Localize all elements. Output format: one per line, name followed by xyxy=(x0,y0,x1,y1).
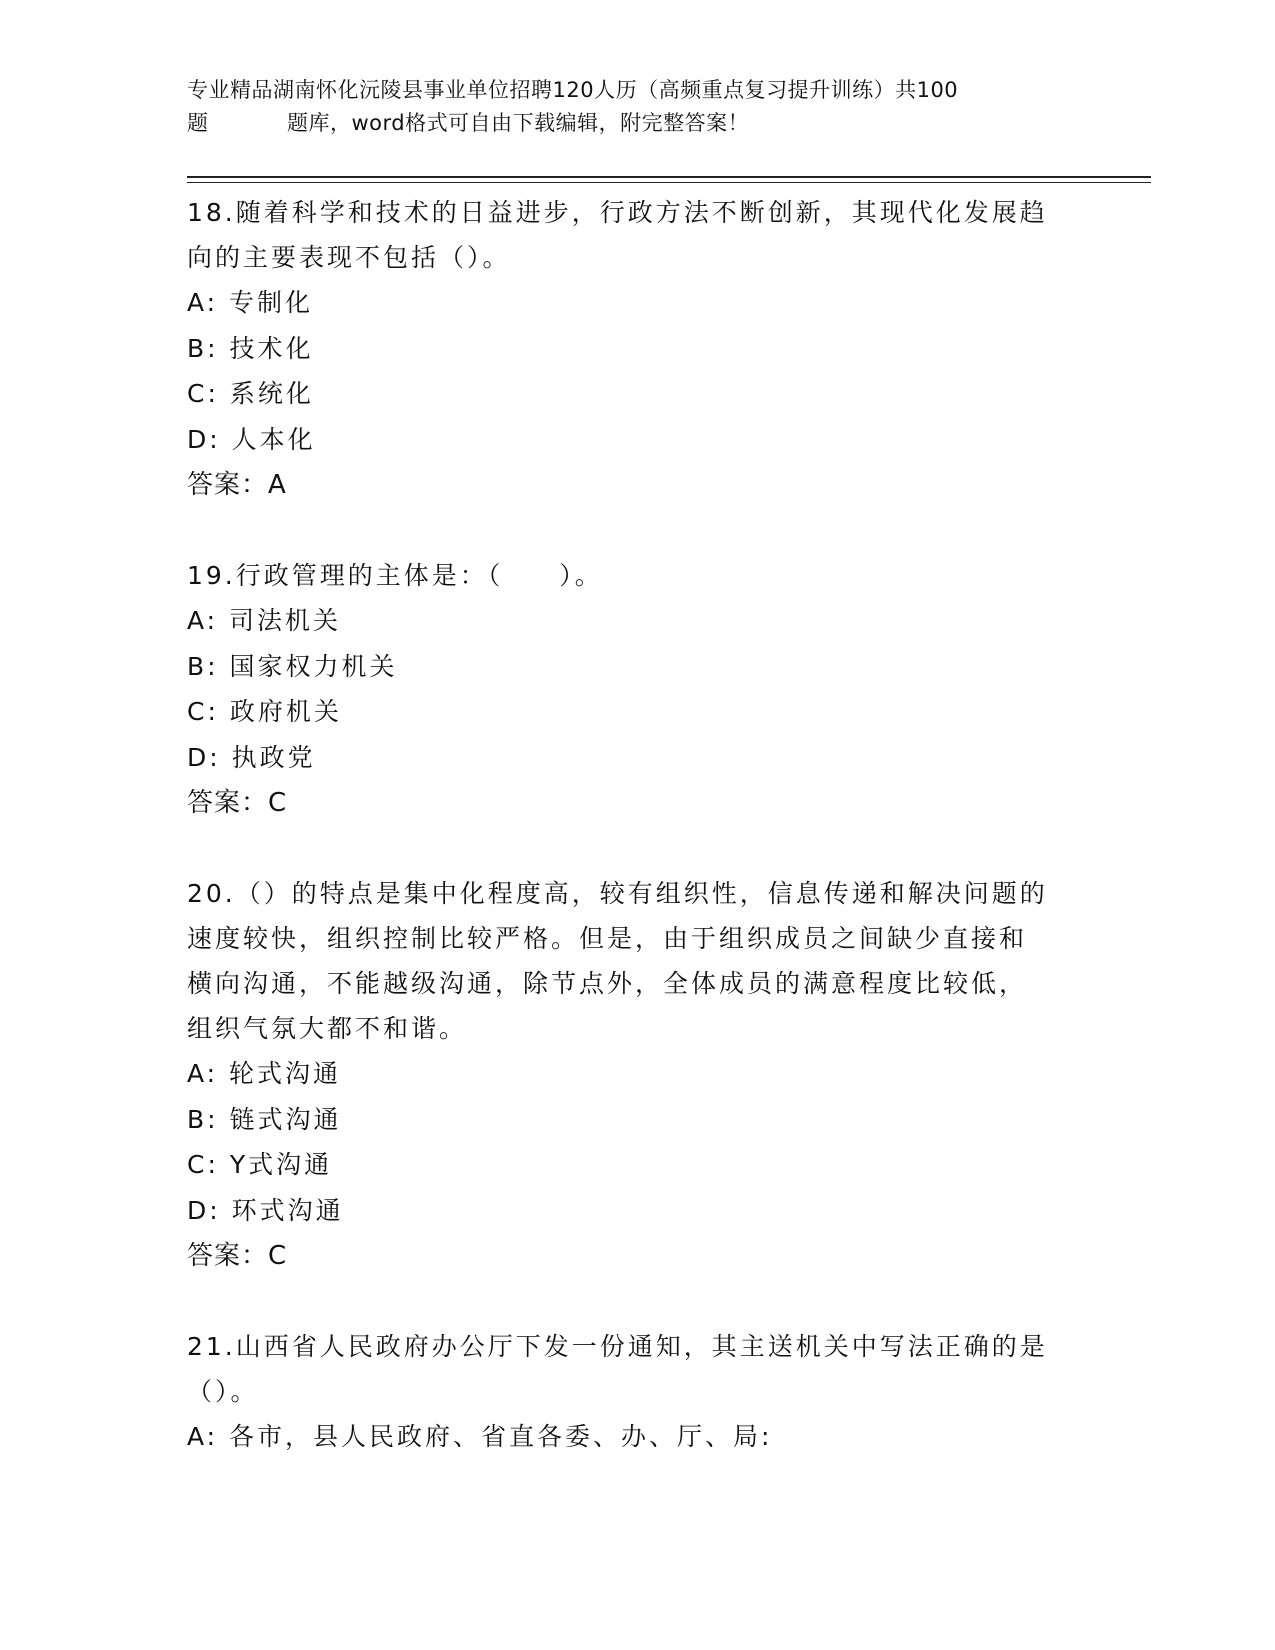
option-a: A: 各市，县人民政府、省直各委、办、厅、局: xyxy=(187,1422,773,1451)
question-text-line: 18.随着科学和技术的日益进步，行政方法不断创新，其现代化发展趋 xyxy=(187,198,1048,227)
question-list xyxy=(187,190,1067,1460)
option-b: B: 国家权力机关 xyxy=(187,651,398,681)
option-c: C: 系统化 xyxy=(187,379,314,408)
question-text-line: 20.（）的特点是集中化程度高，较有组织性，信息传递和解决问题的 xyxy=(187,879,1048,908)
question-text-line: 向的主要表现不包括（）。 xyxy=(187,243,511,272)
document-header xyxy=(187,74,1087,140)
question-21 xyxy=(187,1324,1067,1460)
question-text-line: （）。 xyxy=(187,1377,259,1406)
option-b: B: 技术化 xyxy=(187,333,314,363)
answer-line: 答案：C xyxy=(187,1241,288,1271)
option-d: D: 执政党 xyxy=(187,742,316,772)
option-d: D: 人本化 xyxy=(187,424,316,454)
header-divider-thin xyxy=(187,182,1151,183)
answer-line: 答案：A xyxy=(187,470,287,500)
question-18 xyxy=(187,190,1067,508)
option-d: D: 环式沟通 xyxy=(187,1195,344,1225)
question-19 xyxy=(187,553,1067,826)
question-text-line: 19.行政管理的主体是：（ ）。 xyxy=(187,561,603,590)
header-divider-thick xyxy=(187,176,1151,178)
header-title-line-1: 专业精品湖南怀化沅陵县事业单位招聘120人历（高频重点复习提升训练）共100 xyxy=(187,78,959,102)
option-b: B: 链式沟通 xyxy=(187,1104,342,1134)
option-a: A: 司法机关 xyxy=(187,606,342,635)
question-20 xyxy=(187,871,1067,1279)
option-a: A: 轮式沟通 xyxy=(187,1059,342,1088)
header-title-line-2 xyxy=(187,107,1087,140)
option-c: C: 政府机关 xyxy=(187,697,342,726)
question-text-line: 组织气氛大都不和谐。 xyxy=(187,1014,468,1043)
header-title-rest: 题库，word格式可自由下载编辑，附完整答案！ xyxy=(287,111,750,135)
answer-line: 答案：C xyxy=(187,788,288,818)
question-text-line: 横向沟通，不能越级沟通，除节点外，全体成员的满意程度比较低， xyxy=(187,969,1028,998)
option-c: C: Y式沟通 xyxy=(187,1150,333,1179)
question-text-line: 21.山西省人民政府办公厅下发一份通知，其主送机关中写法正确的是 xyxy=(187,1332,1048,1361)
header-title-prefix: 题 xyxy=(187,111,209,135)
option-a: A: 专制化 xyxy=(187,288,314,317)
question-text-line: 速度较快，组织控制比较严格。但是，由于组织成员之间缺少直接和 xyxy=(187,924,1028,953)
